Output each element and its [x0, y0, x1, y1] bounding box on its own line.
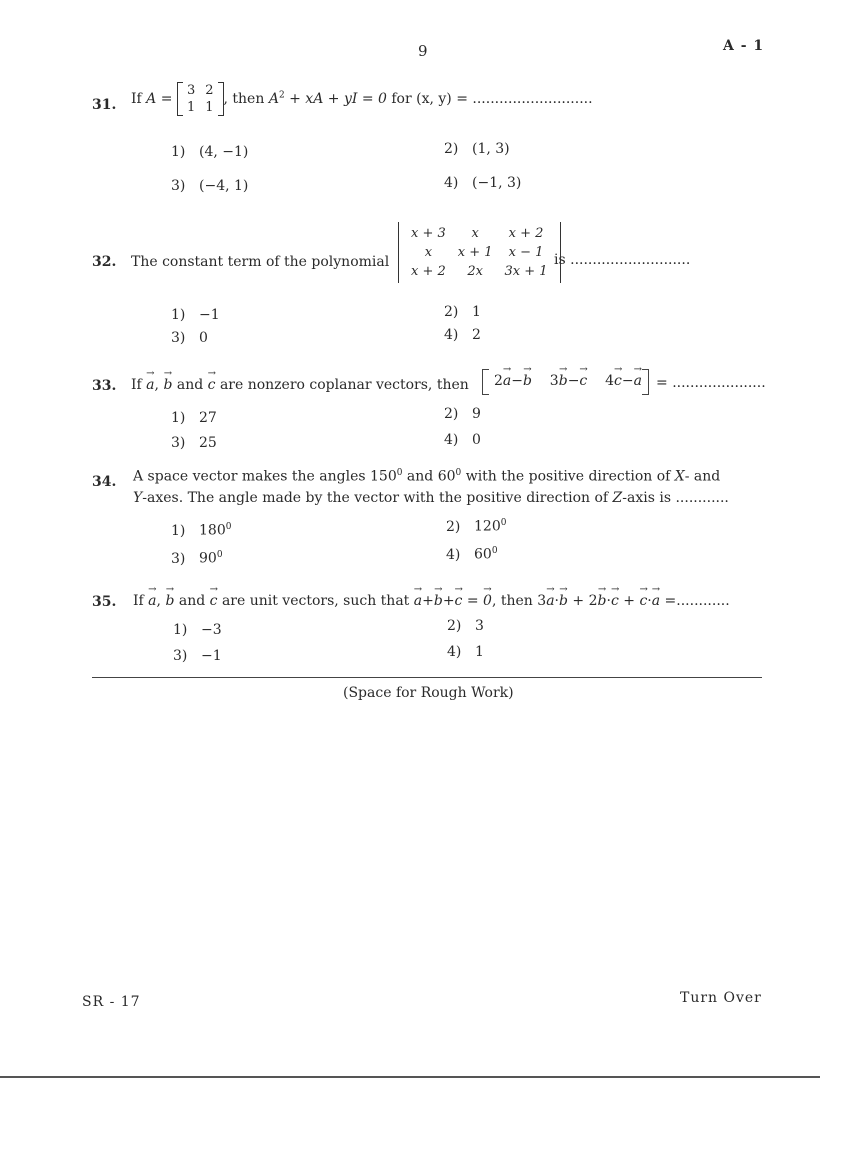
question-33-text: If → a, → b and → c are nonzero coplanar vectors, then	[131, 377, 469, 393]
question-32-text: The constant term of the polynomial	[131, 254, 390, 270]
page-bottom-edge	[0, 1076, 820, 1078]
option-32-4[interactable]: 4) 2	[444, 327, 481, 343]
option-35-1[interactable]: 1) −3	[173, 622, 222, 638]
option-32-3[interactable]: 3) 0	[171, 330, 208, 346]
question-number-33: 33.	[92, 378, 117, 394]
page-number: 9	[418, 42, 428, 60]
option-33-1[interactable]: 1) 27	[171, 410, 217, 426]
option-34-2[interactable]: 2) $120^0$	[446, 518, 507, 535]
option-31-2[interactable]: 2) (1, 3)	[444, 141, 510, 157]
question-35-text: If → a, → b and → c are unit vectors, such that → a+→ b+→ c = → 0, then 3→ a·→ b + 2→ b·→ c + → c·→ a =............	[133, 593, 730, 609]
option-31-3[interactable]: 3) (−4, 1)	[171, 178, 249, 194]
question-34-line-2: Y-axes. The angle made by the vector with the positive direction of Z-axis is ............	[133, 490, 729, 506]
option-33-4[interactable]: 4) 0	[444, 432, 481, 448]
question-number-34: 34.	[92, 474, 117, 490]
separator-line	[92, 677, 762, 678]
question-number-31: 31.	[92, 97, 117, 113]
option-33-2[interactable]: 2) 9	[444, 406, 481, 422]
paper-code: A - 1	[723, 38, 765, 54]
matrix-A: 3 2 1 1	[177, 82, 224, 116]
option-32-1[interactable]: 1) −1	[171, 307, 220, 323]
turn-over-label: Turn Over	[680, 990, 762, 1006]
question-32-tail: is ...........................	[554, 252, 691, 268]
question-33-tail: = .....................	[656, 375, 766, 391]
option-34-4[interactable]: 4) $60^0$	[446, 546, 498, 563]
option-35-4[interactable]: 4) 1	[447, 644, 484, 660]
rough-work-label: (Space for Rough Work)	[343, 685, 514, 701]
question-34-line-1: A space vector makes the angles $150^0$ and $60^0$ with the positive direction of X- and	[133, 468, 721, 485]
footer-code: SR - 17	[82, 994, 141, 1010]
option-31-4[interactable]: 4) (−1, 3)	[444, 175, 522, 191]
question-number-35: 35.	[92, 594, 117, 610]
question-number-32: 32.	[92, 254, 117, 270]
option-33-3[interactable]: 3) 25	[171, 435, 217, 451]
option-31-1[interactable]: 1) (4, −1)	[171, 144, 249, 160]
option-35-3[interactable]: 3) −1	[173, 648, 222, 664]
option-35-2[interactable]: 2) 3	[447, 618, 484, 634]
option-34-3[interactable]: 3) $90^0$	[171, 550, 223, 567]
question-31-text: If A = 3 2 1 1 , then $A^2$ + xA + yI = 0 for (x, y) = ...........................	[131, 83, 593, 115]
determinant: x + 3 x x + 2 x x + 1 x − 1 x + 2 2x 3x + 1	[398, 222, 561, 283]
option-32-2[interactable]: 2) 1	[444, 304, 481, 320]
option-34-1[interactable]: 1) $180^0$	[171, 522, 232, 539]
